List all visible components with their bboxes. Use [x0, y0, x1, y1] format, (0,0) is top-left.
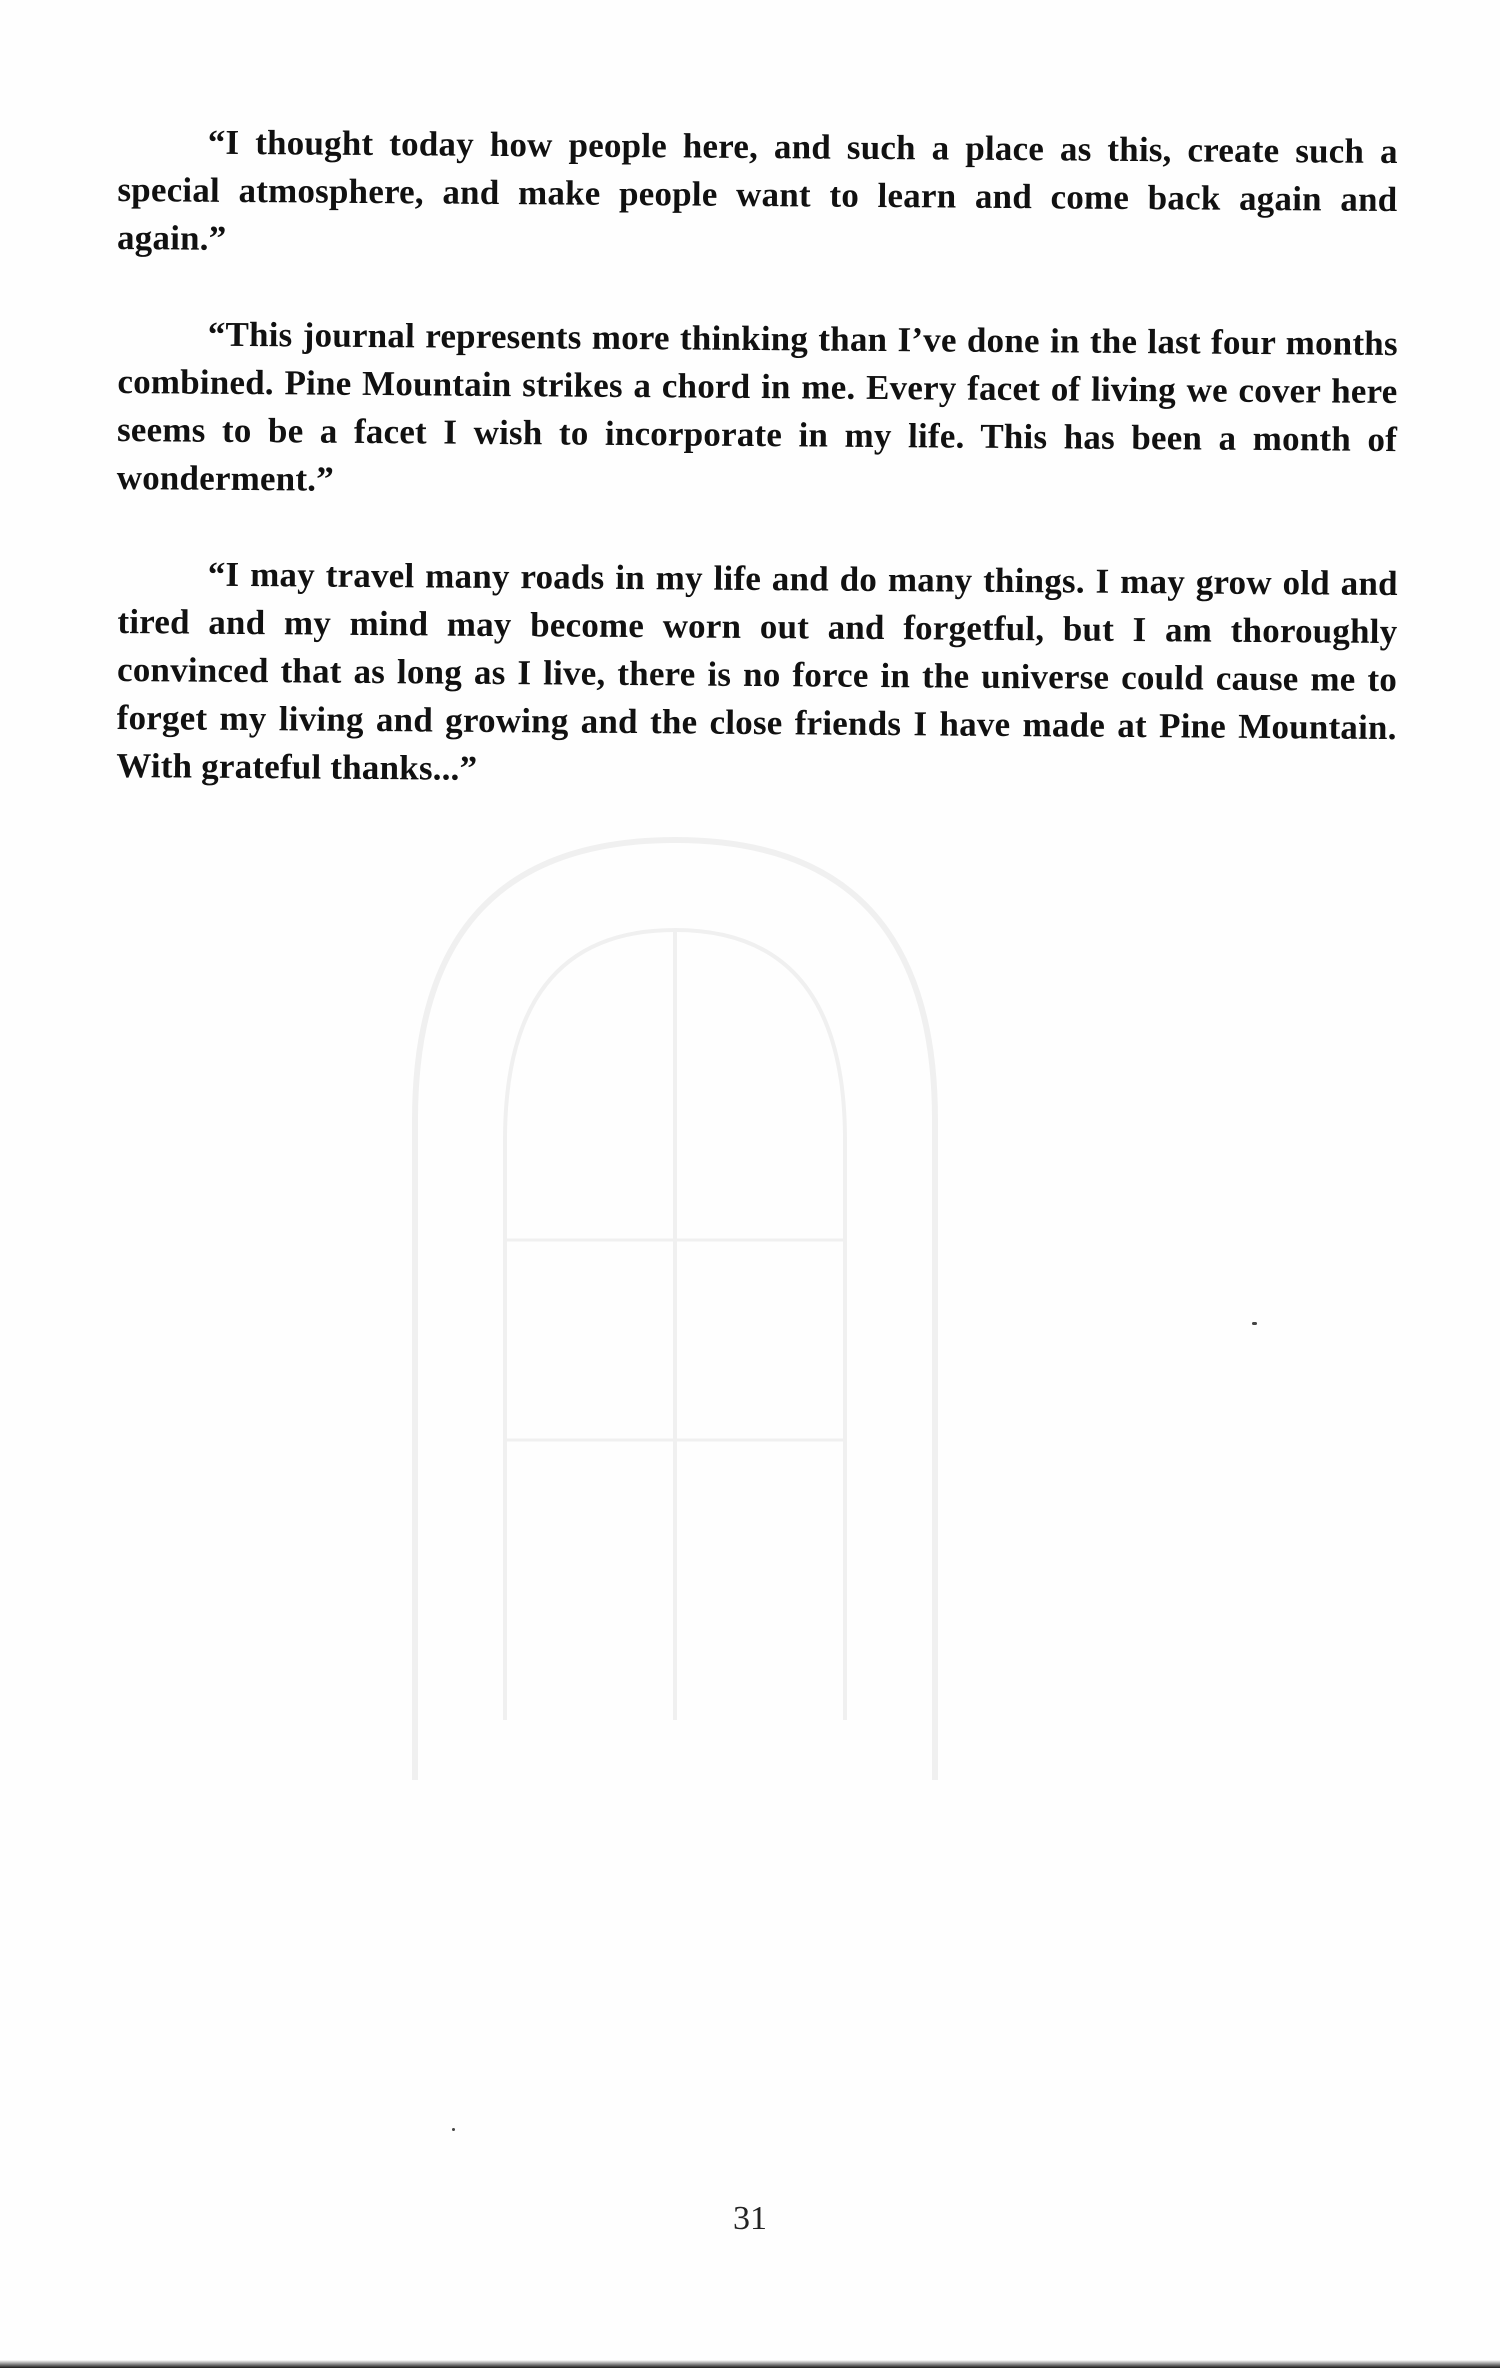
scan-speck: [452, 2128, 455, 2131]
quotes-section: [118, 118, 1398, 838]
page-number: 31: [733, 2200, 767, 2237]
scan-bottom-edge: [0, 2360, 1500, 2368]
quote-paragraph: “I thought today how people here, and such a place as this, create such a special atmosphere, and make people want to learn and come back again and again.”: [116, 122, 1398, 258]
quote-paragraph: “I may travel many roads in my life and do many things. I may grow old and tired and my mind may become worn out and forgetful, but I am thoroughly convinced that as long as I live, there is no force in the universe could cause me to forget my living and growing and the close friends I have made at Pine Mountain. With grateful thanks...”: [116, 554, 1398, 788]
scan-speck: [1252, 1322, 1257, 1325]
faint-arch-window-watermark: [395, 820, 955, 1780]
quote-paragraph: “This journal represents more thinking than I’ve done in the last four months combined. Pine Mountain strikes a chord in me. Every facet of living we cover here seems to be a facet I wish to incorporate in my life. This has been a month of wonderment.”: [116, 314, 1398, 499]
